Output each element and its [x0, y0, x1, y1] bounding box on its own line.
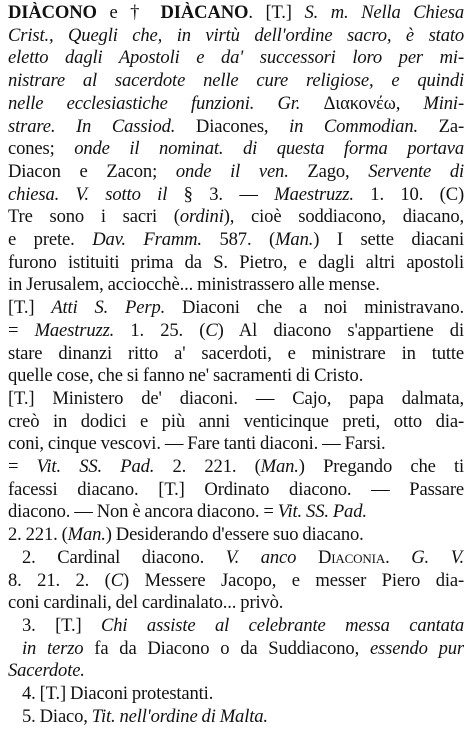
text-segment: 5. Diaco, [22, 705, 92, 727]
text-segment: Diaconia [317, 546, 386, 568]
text-line [8, 547, 464, 570]
text-segment: ), cioè soddiacono, diacano, [223, 206, 464, 228]
text-segment: Za- [417, 115, 464, 137]
text-segment: Maestruzz. [34, 319, 115, 341]
text-segment: § 3. — [167, 183, 275, 205]
text-line [8, 47, 464, 70]
text-segment: Diaconi che a noi ministravano. [165, 297, 464, 319]
text-line [8, 320, 464, 343]
text-segment: [T.] [8, 297, 52, 319]
text-segment: nelle ecclesiastiche funzioni. Gr. [8, 92, 324, 114]
text-line [8, 388, 464, 411]
text-line [8, 501, 464, 524]
text-segment: e prete. [8, 229, 93, 251]
text-line [8, 706, 464, 729]
text-segment: 3. [T.] [22, 614, 102, 636]
text-segment: DIÀCANO [160, 2, 249, 23]
text-segment: in Jerusalem, acciocchè... ministrassero alle mense. [8, 274, 380, 296]
text-segment: 2. 221. ( [154, 456, 261, 478]
text-line [8, 343, 464, 366]
text-segment: 1. 25. ( [114, 319, 206, 341]
text-segment: cones; [8, 138, 75, 160]
text-segment: . [T.] [248, 2, 305, 23]
text-segment: ) Al diacono s'appartiene di [217, 319, 464, 341]
text-line [8, 638, 464, 661]
text-line [8, 274, 464, 297]
text-segment: facessi diacano. [T.] Ordinato diacono. — Passare [8, 478, 464, 500]
text-segment: Man. [67, 524, 106, 546]
text-segment: 2. 221. ( [8, 524, 68, 546]
text-segment: 2. Cardinal diacono. [22, 546, 226, 568]
text-segment: 1. 10. (C) [353, 183, 464, 205]
text-segment: essendo pur [369, 637, 464, 659]
text-line [8, 479, 464, 502]
text-segment: ) Messere Jacopo, e messer Piero dia- [123, 569, 464, 591]
text-segment: Tre sono i sacri ( [8, 206, 180, 228]
text-segment: , Mini- [395, 92, 464, 114]
text-segment: Διακονέω [323, 92, 396, 114]
text-segment: nistrare al sacerdote nelle cure religiose, e quindi [8, 70, 464, 92]
text-segment: C [205, 319, 218, 341]
text-line [8, 592, 464, 615]
text-line [8, 25, 464, 48]
text-segment: 4. [T.] Diaconi protestanti. [22, 683, 214, 705]
text-segment: Crist., Quegli che, in virtù dell'ordine sacro, è stato [8, 24, 464, 46]
text-segment: onde il nominat. di questa forma portava [74, 138, 464, 160]
text-line [8, 683, 464, 706]
text-segment: DIÀCONO [8, 2, 97, 23]
text-segment: ) Desiderando d'essere suo diacano. [105, 524, 364, 546]
text-segment: Dav. Framm. [92, 229, 202, 251]
text-line [8, 70, 464, 93]
text-segment: Man. [275, 229, 314, 251]
text-segment: G. V. [411, 546, 464, 568]
text-segment: Tit. nell'ordine di Malta. [91, 705, 268, 727]
text-segment: creò in dodici e più anni venticinque preti, otto dia- [8, 410, 464, 432]
text-segment [296, 547, 318, 568]
text-line [8, 2, 464, 25]
text-segment: Vit. SS. Pad. [36, 456, 155, 478]
text-line [8, 411, 464, 434]
text-line [8, 116, 464, 139]
text-line [8, 570, 464, 593]
text-line [8, 161, 464, 184]
text-line [8, 138, 464, 161]
text-line [8, 206, 464, 229]
text-segment: Zago, [288, 160, 369, 182]
text-segment: fa da Diacono o da Suddiacono, [83, 637, 370, 659]
text-segment: coni, cinque vescovi. — Fare tanti diaconi. — Farsi. [8, 433, 386, 455]
text-segment: ordini [179, 206, 224, 228]
text-segment: Man. [260, 456, 299, 478]
text-line [8, 615, 464, 638]
dictionary-entry-diacono [8, 2, 464, 729]
text-segment: . [385, 546, 412, 568]
text-line [8, 229, 464, 252]
text-segment: = [8, 456, 37, 478]
text-line [8, 660, 464, 683]
text-line [8, 524, 464, 547]
text-line [8, 365, 464, 388]
text-line [8, 184, 464, 207]
text-segment: onde il ven. [175, 160, 289, 182]
text-segment: Maestruzz. [274, 183, 354, 205]
text-line [8, 252, 464, 275]
text-segment: eletto dagli Apostoli e da' successori loro per mi- [8, 47, 464, 69]
text-segment: Servente di [368, 160, 464, 182]
text-segment: V. anco [225, 546, 297, 568]
text-segment: in terzo [22, 637, 84, 659]
text-segment: Vit. SS. Pad. [277, 501, 367, 523]
text-line [8, 456, 464, 479]
text-line [8, 93, 464, 116]
text-segment: [T.] Ministero de' diaconi. — Cajo, papa dalmata, [8, 387, 464, 409]
text-line [8, 297, 464, 320]
text-segment: diacono. — Non è ancora diacono. = [8, 501, 278, 523]
text-segment: chiesa. V. sotto il [8, 183, 168, 205]
text-segment: 587. ( [201, 229, 276, 251]
text-segment: e † [96, 2, 161, 23]
text-segment: in Commodian. [289, 115, 418, 137]
text-segment: furono istituiti prima da S. Pietro, e dagli altri apostoli [8, 251, 464, 273]
text-segment: strare. In Cassiod. [8, 115, 176, 137]
text-segment: Chi assiste al celebrante messa cantata [101, 614, 464, 636]
text-segment: ) Pregando che ti [298, 456, 464, 478]
text-segment: Diacones, [175, 115, 290, 137]
text-segment: Diacon e Zacon; [8, 160, 176, 182]
text-segment: Atti S. Perp. [51, 297, 166, 319]
text-segment: stare dinanzi ritto a' sacerdoti, e ministrare in tutte [8, 342, 464, 364]
text-segment: Sacerdote. [8, 660, 85, 682]
text-segment: = [8, 319, 35, 341]
text-segment: C [110, 569, 123, 591]
text-segment: ) I sette diacani [313, 229, 464, 251]
text-line [8, 433, 464, 456]
text-segment: 8. 21. 2. ( [8, 569, 111, 591]
text-segment: quelle cose, che si fanno ne' sacramenti di Cristo. [8, 365, 364, 387]
text-segment: coni cardinali, del cardinalato... privò. [8, 592, 284, 614]
text-segment: S. m. Nella Chiesa [304, 2, 464, 23]
